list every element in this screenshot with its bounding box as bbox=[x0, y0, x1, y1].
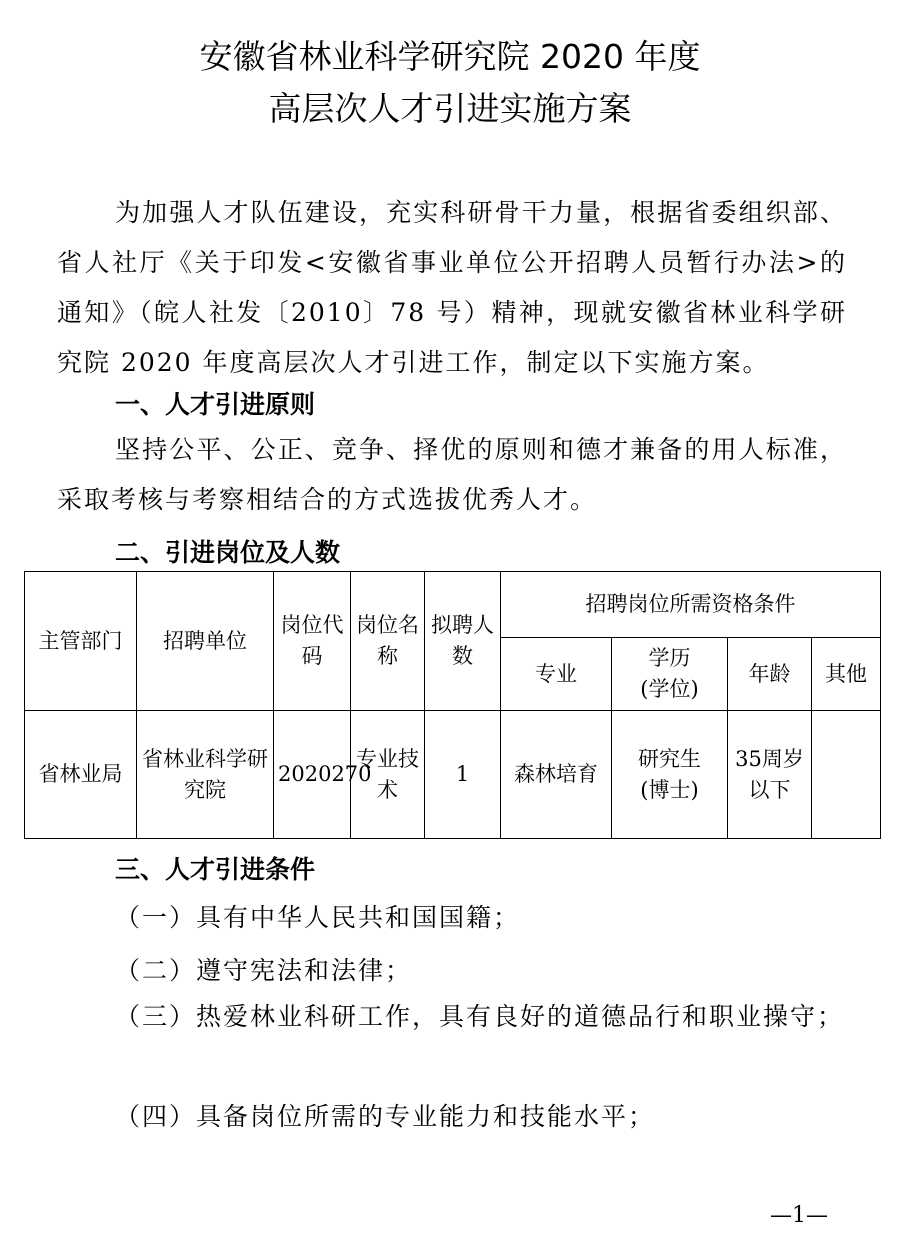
cell-education bbox=[612, 711, 728, 839]
intro-paragraph: 为加强人才队伍建设，充实科研骨干力量，根据省委组织部、省人社厅《关于印发<安徽省事业单位公开招聘人员暂行办法>的通知》（皖人社发〔2010〕78 号）精神，现就安徽省林业科学研究院 2020 年度高层次人才引进工作，制定以下实施方案。 bbox=[57, 198, 847, 377]
cell-count: 1 bbox=[425, 711, 501, 839]
section-1-body: 坚持公平、公正、竞争、择优的原则和德才兼备的用人标准，采取考核与考察相结合的方式选拔优秀人才。 bbox=[57, 435, 847, 514]
cell-education-line-1: 研究生 bbox=[638, 746, 701, 771]
header-education-line-1: 学历 bbox=[648, 646, 691, 670]
condition-item-2: （二）遵守宪法和法律； bbox=[115, 956, 413, 985]
cell-major: 森林培育 bbox=[501, 711, 612, 839]
header-education bbox=[612, 638, 728, 711]
condition-item-1: （一）具有中华人民共和国国籍； bbox=[115, 903, 521, 932]
condition-item-3: （三）热爱林业科研工作，具有良好的道德品行和职业操守； bbox=[115, 1002, 845, 1031]
header-education-line-2: (学位) bbox=[640, 677, 699, 701]
document-title-line-1: 安徽省林业科学研究院 2020 年度 bbox=[199, 37, 701, 76]
cell-unit: 省林业科学研究院 bbox=[137, 711, 274, 839]
cell-code: 2020270 bbox=[274, 711, 351, 839]
cell-other bbox=[812, 711, 881, 839]
section-2-heading: 二、引进岗位及人数 bbox=[115, 538, 341, 567]
section-3-heading: 三、人才引进条件 bbox=[115, 855, 316, 884]
document-title-line-2: 高层次人才引进实施方案 bbox=[268, 89, 632, 128]
header-post-name: 岗位名称 bbox=[351, 572, 425, 711]
cell-age: 35周岁以下 bbox=[728, 711, 812, 839]
table-row bbox=[25, 711, 881, 839]
header-conditions: 招聘岗位所需资格条件 bbox=[501, 572, 881, 638]
page-number: —1— bbox=[770, 1203, 828, 1228]
cell-post-name: 专业技术 bbox=[351, 711, 425, 839]
cell-education-line-2: (博士) bbox=[640, 777, 699, 802]
header-other: 其他 bbox=[812, 638, 881, 711]
header-major: 专业 bbox=[501, 638, 612, 711]
cell-dept: 省林业局 bbox=[25, 711, 137, 839]
header-age: 年龄 bbox=[728, 638, 812, 711]
header-dept: 主管部门 bbox=[25, 572, 137, 711]
section-1-heading: 一、人才引进原则 bbox=[115, 390, 316, 419]
header-unit: 招聘单位 bbox=[137, 572, 274, 711]
header-count: 拟聘人数 bbox=[425, 572, 501, 711]
header-code: 岗位代码 bbox=[274, 572, 351, 711]
condition-item-4: （四）具备岗位所需的专业能力和技能水平； bbox=[115, 1102, 656, 1131]
recruitment-table bbox=[24, 571, 881, 839]
